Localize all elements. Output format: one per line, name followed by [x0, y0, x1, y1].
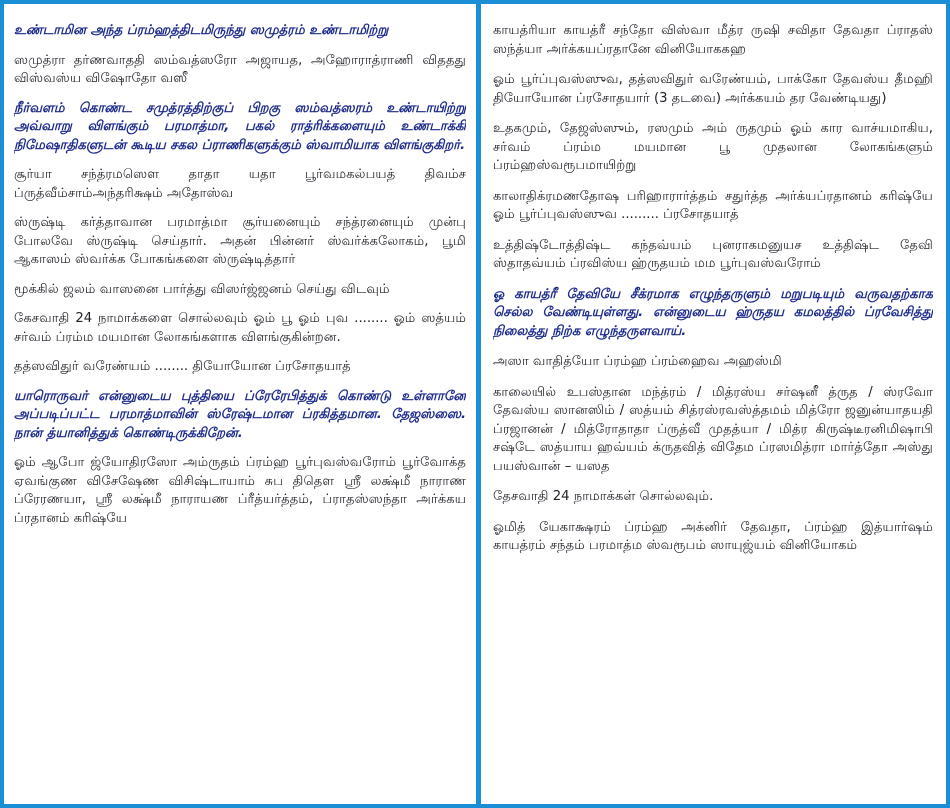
paragraph: உத்திஷ்டோத்திஷ்ட கந்தவ்யம் புனராகமனுயச உத்திஷ்ட தேவி ஸ்தாதவ்யம் ப்ரவிஸ்ய ஹ்ருதயம் மம பூர்புவஸ்வரோம்	[493, 237, 933, 271]
paragraph: காயத்ரியா காயத்ரீ சந்தோ விஸ்வா மீத்ர ருஷி சவிதா தேவதா ப்ராதஸ் ஸந்த்யா அர்க்கயப்ரதானே வினியோககஹ	[493, 23, 933, 57]
left-column	[14, 22, 466, 802]
column-divider	[476, 0, 481, 808]
paragraph: உண்டாமின அந்த ப்ரம்ஹத்திடமிருந்து ஸமுத்ரம் உண்டாமிற்று	[14, 23, 389, 38]
paragraph: தேசவாதி 24 நாமாக்கள் சொல்லவும்.	[493, 489, 714, 504]
paragraph: தத்ஸவிதுர் வரேண்யம் ........ தியோயோன ப்ரசோதயாத்	[14, 359, 351, 374]
paragraph: ஓ காயத்ரீ தேவியே சீக்ரமாக எழுந்தருளும் மறுபடியும் வருவதற்காக செல்ல வேண்டியுள்ளது. என்னுடைய ஹ்ருதய கமலத்தில் ப்ரவேசித்து நிலைத்து நிற்க எழுந்தருளவாய்.	[493, 286, 933, 339]
paragraph: சூர்யா சந்த்ரமஸௌ தாதா யதா பூர்வமகல்பயத் திவம்ச ப்ருத்வீம்சாம்அந்தரிக்ஷம் அதோஸ்வ	[14, 167, 466, 201]
paragraph: காலையில் உபஸ்தான மந்த்ரம் / மித்ரஸ்ய சர்ஷனீ த்ருத / ஸ்ரவோ தேவஸ்ய ஸானஸிம் / ஸத்யம் சித்ரஸ்ரவஸ்த்தமம் மித்ரோ ஜனுன்யாதயதி ப்ரஜானன் / மித்ரோதாதா ப்ருத்வீ முதத்யா / மித்ர கிருஷ்டீரனிமிஷாபி சஷ்டே ஸத்யாய ஹவ்யம் க்ருதவித் விதேம ப்ரஸமித்ரா மார்த்தோ அஸ்து பயஸ்வான் – யஸத	[493, 384, 933, 474]
paragraph: ஓமித் யேகாக்ஷரம் ப்ரம்ஹ அக்னிர் தேவதா, ப்ரம்ஹ இத்யார்ஷம் காயத்ரம் சந்தம் பரமாத்ம ஸ்வரூபம் ஸாயுஜ்யம் வினியோகம்	[493, 519, 933, 553]
paragraph: யாரொருவர் என்னுடைய புத்தியை ப்ரேரேபித்துக் கொண்டு உள்ளானே அப்படிப்பட்ட பரமாத்மாவின் ஸ்ரேஷ்டமான ப்ரகித்தமான. தேஜஸ்ஸை. நான் த்யானித்துக் கொண்டிருக்கிறேன்.	[14, 388, 466, 441]
paragraph: உதகமும், தேஜஸ்ஸும், ரஸமும் அம் ருதமும் ஓம் கார வாச்யமாகிய, சர்வம் ப்ரம்ம மயமான பூ முதலான லோகங்களும் ப்ரம்ஹஸ்வரூபமாயிற்று	[493, 121, 933, 173]
paragraph: ஸமுத்ரா தர்ணவாததி ஸம்வத்ஸரோ அஜாயத, அஹோராத்ராணி விததது விஸ்வஸ்ய விஷோதோ வஸீ	[14, 52, 466, 86]
right-column	[493, 22, 933, 802]
paragraph: ஸ்ருஷ்டி கர்த்தாவான பரமாத்மா சூர்யனையும் சந்த்ரனையும் முன்பு போலவே ஸ்ருஷ்டி செய்தார். அதன் பின்னர் ஸ்வர்க்கலோகம், பூமி ஆகாஸம் ஸ்வர்க்க போகங்களை ஸ்ருஷ்டித்தார்	[14, 215, 466, 267]
paragraph: அஸா வாதித்யோ ப்ரம்ஹ ப்ரம்ஹைவ அஹஸ்மி	[493, 354, 782, 369]
paragraph: கேசவாதி 24 நாமாக்களை சொல்லவும் ஓம் பூ ஓம் புவ ........ ஓம் ஸத்யம் சர்வம் ப்ரம்ம மயமான லோகங்களாக விளங்குகின்றன.	[14, 311, 466, 345]
paragraph: நீர்வளம் கொண்ட சமுத்ரத்திற்குப் பிறகு ஸம்வத்ஸரம் உண்டாயிற்று அவ்வாறு விளங்கும் பரமாத்மா, பகல் ராத்ரிக்களையும் உண்டாக்கி நிமேஷாதிகளுடன் கூடிய சகல ப்ராணிகளுக்கும் ஸ்வாமியாக விளங்குகிறர்.	[14, 100, 466, 153]
paragraph: ஓம் பூர்ப்புவஸ்ஸுவ, தத்ஸவிதுர் வரேண்யம், பாக்கோ தேவஸ்ய தீமஹி தியோயோன ப்ரசோதயார் (3 தடவை) அர்க்கயம் தர வேண்டியது)	[493, 72, 933, 106]
paragraph: மூக்கில் ஜலம் வாஸனை பார்த்து விஸர்ஜ்ஜனம் செய்து விடவும்	[14, 281, 390, 297]
paragraph: காலாதிக்ரமணதோஷ பரிஹாரார்த்தம் சதுர்த்த அர்க்யப்ரதானம் கரிஷ்யே ஓம் பூர்ப்புவஸ்ஸுவ ......... ப்ரசோதயாத்	[493, 188, 933, 222]
paragraph: ஓம் ஆபோ ஜ்யோதிரஸோ அம்ருதம் ப்ரம்ஹ பூர்புவஸ்வரோம் பூர்வோக்த ஏவங்குண விசேஷேண விசிஷ்டாயாம் சுப திதௌ ஸ்ரீ லக்ஷ்மீ நாராண ப்ரேரணயா, ஸ்ரீ லக்ஷ்மீ நாராயண ப்ரீத்யர்த்தம், ப்ராதஸ்ஸந்தா அர்க்கய ப்ரதானம் கரிஷ்யே	[14, 455, 466, 526]
